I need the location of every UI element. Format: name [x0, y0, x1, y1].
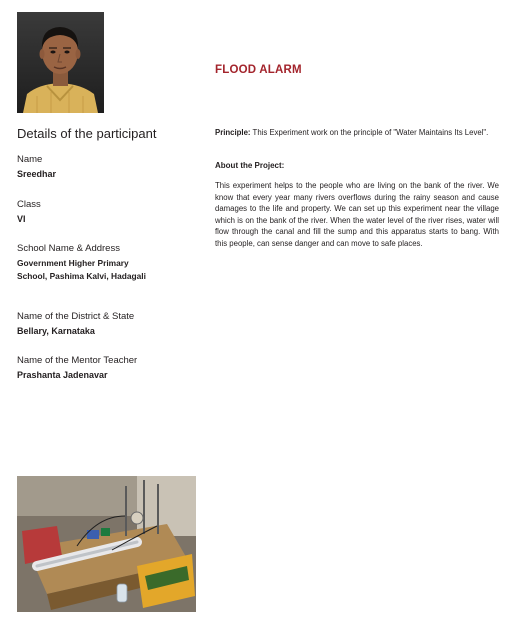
principle-label: Principle: — [215, 128, 251, 137]
about-project-text: This experiment helps to the people who are living on the bank of the river. We know that every year many rivers overflows during the rainy season and cause damages to the life and property. We can set up this experiment near the village which is on the bank of the river. When the water level of the river rises, water will flow through the canal and fill the sump and this apparatus starts to bang. With this people, can sense danger and can move to safe places. — [215, 181, 499, 248]
participant-photo — [17, 12, 104, 113]
mentor-value: Prashanta Jadenavar — [17, 370, 108, 380]
principle-paragraph — [215, 128, 499, 139]
mentor-label: Name of the Mentor Teacher — [17, 355, 138, 366]
name-value: Sreedhar — [17, 169, 57, 179]
district-field — [17, 311, 134, 338]
class-label: Class — [17, 199, 41, 210]
principle-text: This Experiment work on the principle of "Water Maintains Its Level". — [250, 128, 489, 137]
project-title: FLOOD ALARM — [215, 64, 302, 76]
school-value-line-2: School, Pashima Kalvi, Hadagali — [17, 271, 146, 281]
class-value: VI — [17, 214, 26, 224]
school-value-line-1: Government Higher Primary — [17, 258, 129, 268]
school-value — [17, 257, 197, 283]
class-field — [17, 199, 41, 226]
name-label: Name — [17, 154, 43, 165]
about-project-heading: About the Project: — [215, 161, 285, 170]
participant-details-heading: Details of the participant — [17, 126, 157, 141]
name-field — [17, 154, 56, 181]
mentor-field — [17, 355, 137, 382]
district-label: Name of the District & State — [17, 311, 135, 322]
school-field — [17, 243, 197, 283]
district-value: Bellary, Karnataka — [17, 326, 95, 336]
school-label: School Name & Address — [17, 243, 120, 254]
project-apparatus-photo — [17, 476, 196, 612]
